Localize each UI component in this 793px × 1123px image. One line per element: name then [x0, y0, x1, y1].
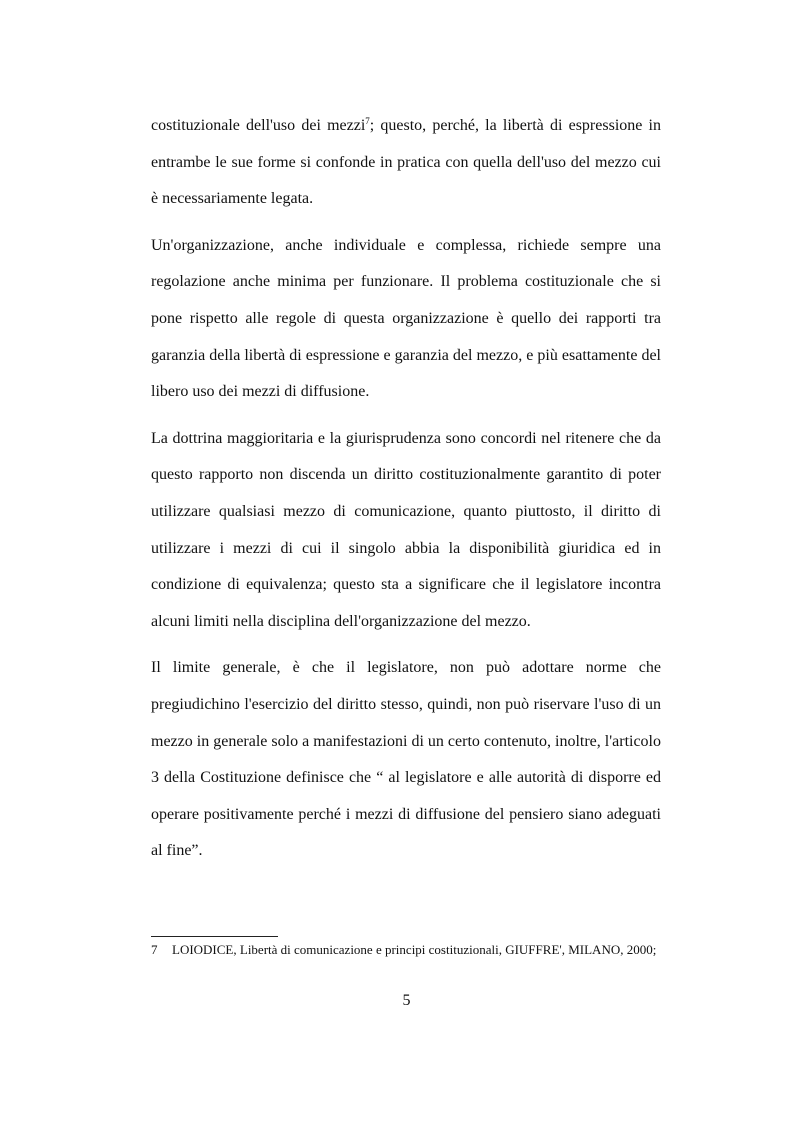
footnote-number: 7	[151, 942, 158, 957]
paragraph-1	[151, 108, 661, 218]
footnote-separator	[151, 936, 278, 937]
paragraph-4: Il limite generale, è che il legislatore, non può adottare norme che pregiudichino l'esercizio del diritto stesso, quindi, non può riservare l'uso di un mezzo in generale solo a manifestazioni di un certo contenuto, inoltre, l'articolo 3 della Costituzione definisce che “ al legislatore e alle autorità di disporre ed operare positivamente perché i mezzi di diffusione del pensiero siano adeguati al fine”.	[151, 659, 661, 860]
paragraph-3: La dottrina maggioritaria e la giurisprudenza sono concordi nel ritenere che da questo rapporto non discenda un diritto costituzionalmente garantito di poter utilizzare qualsiasi mezzo di comunicazione, quanto piuttosto, il diritto di utilizzare i mezzi di cui il singolo abbia la disponibilità giuridica ed in condizione di equivalenza; questo sta a significare che il legislatore incontra alcuni limiti nella disciplina dell'organizzazione del mezzo.	[151, 429, 661, 630]
footnote-text: LOIODICE, Libertà di comunicazione e principi costituzionali, GIUFFRE', MILANO, 2000;	[172, 942, 657, 957]
footnote	[151, 941, 671, 958]
page-number: 5	[402, 992, 411, 1009]
footnote-reference[interactable]: 7	[365, 116, 370, 126]
body-text	[151, 108, 661, 880]
paragraph-1-rest: ; questo, perché, la libertà di espressione in entrambe le sue forme si confonde in pratica con quella dell'uso del mezzo cui è necessariamente legata.	[151, 117, 661, 208]
paragraph-1-start: costituzionale dell'uso dei mezzi	[151, 117, 366, 134]
paragraph-2: Un'organizzazione, anche individuale e complessa, richiede sempre una regolazione anche minima per funzionare. Il problema costituzionale che si pone rispetto alle regole di questa organizzazione è quello dei rapporti tra garanzia della libertà di espressione e garanzia del mezzo, e più esattamente del libero uso dei mezzi di diffusione.	[151, 236, 661, 401]
